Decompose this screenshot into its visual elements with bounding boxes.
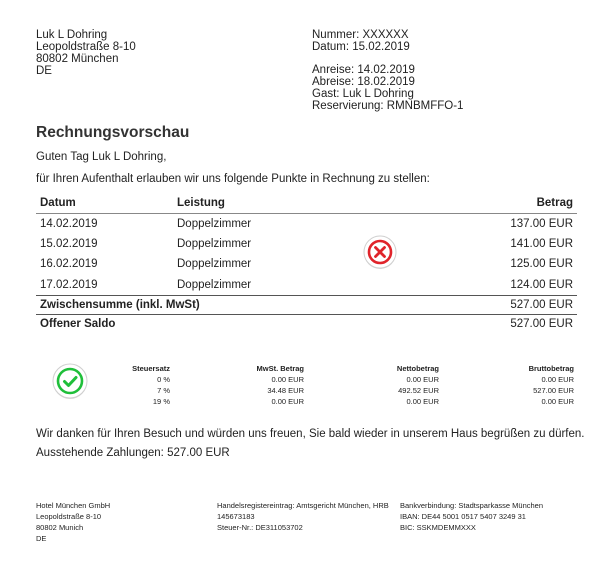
gross-amount: 527.00 EUR <box>533 386 574 395</box>
net-amount: 0.00 EUR <box>406 375 439 384</box>
balance-label: Offener Saldo <box>36 314 373 334</box>
table-row <box>36 254 577 275</box>
items-table <box>36 194 577 334</box>
table-row <box>95 385 577 396</box>
net-amount: 492.52 EUR <box>398 386 439 395</box>
row-amount: 137.00 EUR <box>510 217 573 230</box>
header-service: Leistung <box>173 194 373 213</box>
tax-rate: 0 % <box>157 375 170 384</box>
guest-country: DE <box>36 65 52 77</box>
table-row <box>95 396 577 407</box>
guest-street: Leopoldstraße 8-10 <box>36 41 136 53</box>
footer-bank <box>400 500 543 533</box>
row-amount: 125.00 EUR <box>510 258 573 271</box>
table-row <box>36 275 577 296</box>
footer-line: DE <box>36 534 47 543</box>
vat-amount: 34.48 EUR <box>267 386 304 395</box>
table-row <box>95 374 577 385</box>
footer-line: Bankverbindung: Stadtsparkasse München <box>400 501 544 510</box>
greeting: Guten Tag Luk L Dohring, <box>36 151 167 163</box>
arrival-date: Anreise: 14.02.2019 <box>312 64 415 76</box>
row-service: Doppelzimmer <box>177 258 252 271</box>
subtotal-value: 527.00 EUR <box>373 295 577 314</box>
tax-table <box>95 362 577 407</box>
thanks-text: Wir danken für Ihren Besuch und würden uns freuen, Sie bald wieder in unserem Haus begrüßen zu dürfen. <box>36 428 585 440</box>
footer-company <box>36 500 110 544</box>
header-date: Datum <box>36 194 173 213</box>
footer-register <box>217 500 389 533</box>
row-date: 14.02.2019 <box>40 217 98 230</box>
footer-line: Hotel München GmbH <box>36 501 111 510</box>
invoice-meta <box>312 29 463 112</box>
header-gross-amount: Bruttobetrag <box>528 363 574 373</box>
row-service: Doppelzimmer <box>177 278 252 291</box>
footer-line: IBAN: DE44 5001 0517 5407 3249 31 <box>400 512 526 521</box>
footer-line: Steuer-Nr.: DE311053702 <box>217 523 303 532</box>
table-row <box>36 234 577 255</box>
tax-rate: 19 % <box>152 397 170 406</box>
row-service: Doppelzimmer <box>177 217 252 230</box>
header-tax-rate: Steuersatz <box>132 363 170 373</box>
row-date: 16.02.2019 <box>40 258 98 271</box>
footer-line: 80802 Munich <box>36 523 84 532</box>
subtotal-label: Zwischensumme (inkl. MwSt) <box>36 295 373 314</box>
vat-amount: 0.00 EUR <box>271 375 304 384</box>
row-date: 17.02.2019 <box>40 278 98 291</box>
gross-amount: 0.00 EUR <box>541 397 574 406</box>
tax-rate: 7 % <box>157 386 170 395</box>
invoice-date: Datum: 15.02.2019 <box>312 41 410 53</box>
footer-line: 145673183 <box>217 512 255 521</box>
reservation-number: Reservierung: RMNBMFFO-1 <box>312 100 464 112</box>
outstanding-payments: Ausstehende Zahlungen: 527.00 EUR <box>36 447 230 459</box>
items-header-row <box>36 194 577 213</box>
guest-line: Gast: Luk L Dohring <box>312 88 414 100</box>
net-amount: 0.00 EUR <box>406 397 439 406</box>
footer-line: Handelsregistereintrag: Amtsgericht München, HRB <box>217 501 389 510</box>
row-amount: 124.00 EUR <box>510 278 573 291</box>
footer-line: Leopoldstraße 8-10 <box>36 512 102 521</box>
row-amount: 141.00 EUR <box>510 237 573 250</box>
guest-name: Luk L Dohring <box>36 29 108 41</box>
row-date: 15.02.2019 <box>40 237 98 250</box>
gross-amount: 0.00 EUR <box>541 375 574 384</box>
footer-line: BIC: SSKMDEMMXXX <box>400 523 476 532</box>
balance-value: 527.00 EUR <box>373 314 577 334</box>
page-title: Rechnungsvorschau <box>36 124 190 141</box>
departure-date: Abreise: 18.02.2019 <box>312 76 415 88</box>
invoice-number: Nummer: XXXXXX <box>312 29 409 41</box>
header-net-amount: Nettobetrag <box>396 363 439 373</box>
guest-address <box>36 29 136 77</box>
close-circle-icon[interactable] <box>362 234 398 270</box>
guest-city: 80802 München <box>36 53 119 65</box>
intro-text: für Ihren Aufenthalt erlauben wir uns folgende Punkte in Rechnung zu stellen: <box>36 173 430 185</box>
vat-amount: 0.00 EUR <box>271 397 304 406</box>
row-service: Doppelzimmer <box>177 237 252 250</box>
balance-row <box>36 314 577 334</box>
tax-header-row <box>95 362 577 374</box>
header-vat-amount: MwSt. Betrag <box>256 363 304 373</box>
table-row <box>36 213 577 234</box>
subtotal-row <box>36 295 577 314</box>
header-amount: Betrag <box>373 194 577 213</box>
check-circle-icon[interactable] <box>51 362 89 400</box>
